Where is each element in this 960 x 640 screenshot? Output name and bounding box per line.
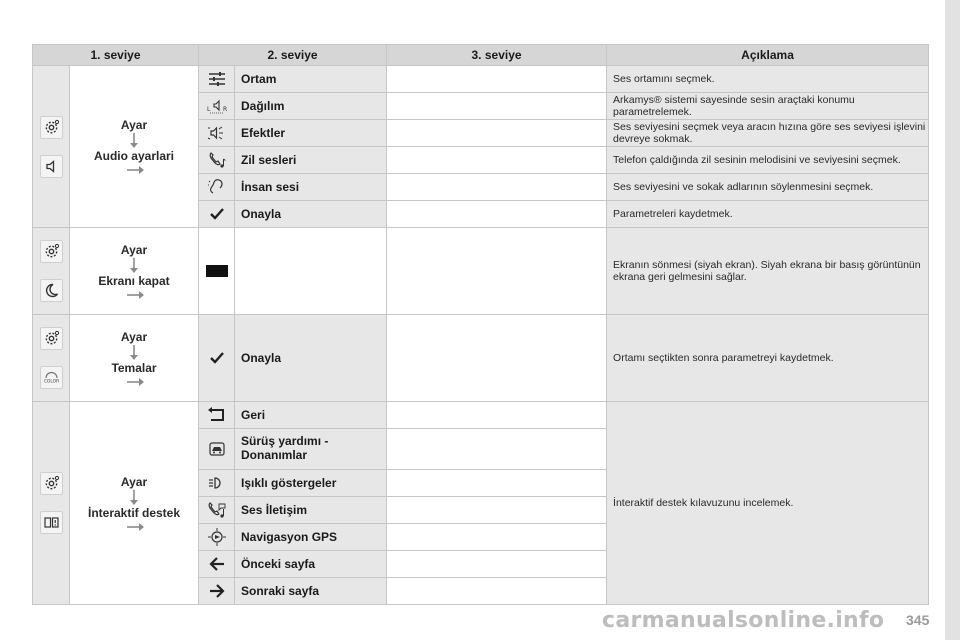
header-level1: 1. seviye: [33, 45, 199, 66]
page-edge-strip: [945, 0, 960, 640]
arrow-down-icon: [129, 258, 139, 274]
group-icons-screen-off: [33, 228, 70, 315]
description: Ses seviyesini ve sokak adlarının söylenmesini seçmek.: [607, 174, 929, 201]
table-row: [33, 402, 929, 429]
menu-item-zil-sesleri[interactable]: Zil sesleri: [235, 147, 387, 174]
menu-item-ses-iletisim[interactable]: Ses İletişim: [235, 497, 387, 524]
group-label-audio: [70, 66, 199, 228]
level3-empty: [387, 147, 607, 174]
voice-icon: [199, 174, 235, 201]
menu-item-isikli-gostergeler[interactable]: Işıklı göstergeler: [235, 470, 387, 497]
arrow-right-icon: [199, 578, 235, 605]
header-description: Açıklama: [607, 45, 929, 66]
arrow-left-icon: [199, 551, 235, 578]
description: Telefon çaldığında zil sesinin melodisini ve seviyesini seçmek.: [607, 147, 929, 174]
gps-icon: [199, 524, 235, 551]
speaker-icon: [40, 155, 63, 178]
menu-item-ortam[interactable]: Ortam: [235, 66, 387, 93]
indicator-light-icon: [199, 470, 235, 497]
arrow-down-icon: [129, 490, 139, 506]
color-icon-text: COLOR: [43, 379, 59, 385]
level1-label: Ayar: [120, 242, 148, 257]
level3-empty: [387, 470, 607, 497]
ringtone-icon: [199, 147, 235, 174]
menu-item-sonraki-sayfa[interactable]: Sonraki sayfa: [235, 578, 387, 605]
check-icon: [199, 201, 235, 228]
menu-item-onayla[interactable]: Onayla: [235, 201, 387, 228]
arrow-right-icon: [127, 377, 145, 387]
group-label-help: [70, 402, 199, 605]
level3-empty: [387, 578, 607, 605]
check-icon: [199, 315, 235, 402]
level2-empty: [235, 228, 387, 315]
menu-item-geri[interactable]: Geri: [235, 402, 387, 429]
group-label-screen-off: [70, 228, 199, 315]
gear-icon: [40, 472, 63, 495]
description: Ses ortamını seçmek.: [607, 66, 929, 93]
settings-table: [32, 44, 929, 605]
phone-note-icon: [199, 497, 235, 524]
menu-item-dagilim[interactable]: Dağılım: [235, 93, 387, 120]
level3-empty: [387, 120, 607, 147]
color-icon: [40, 366, 63, 389]
level3-empty: [387, 429, 607, 470]
level3-empty: [387, 315, 607, 402]
level3-empty: [387, 228, 607, 315]
menu-item-efektler[interactable]: Efektler: [235, 120, 387, 147]
level3-empty: [387, 551, 607, 578]
level1-sublabel: Temalar: [111, 360, 157, 375]
group-label-themes: [70, 315, 199, 402]
back-arrow-icon: [199, 402, 235, 429]
gear-icon: [40, 240, 63, 263]
arrow-down-icon: [129, 133, 139, 149]
arrow-right-icon: [127, 522, 145, 532]
description: Ortamı seçtikten sonra parametreyi kaydetmek.: [607, 315, 929, 402]
group-icons-help: [33, 402, 70, 605]
description: Ekranın sönmesi (siyah ekran). Siyah ekrana bir basış görüntünün ekrana geri gelmesini sağlar.: [607, 228, 929, 315]
svg-text:R: R: [222, 105, 227, 113]
watermark: carmanualsonline.info: [602, 608, 885, 633]
table-row: [33, 66, 929, 93]
group-icons-audio: [33, 66, 70, 228]
level3-empty: [387, 497, 607, 524]
menu-item-surus-yardimi[interactable]: Sürüş yardımı - Donanımlar: [235, 429, 387, 470]
table-row: [33, 315, 929, 402]
level3-empty: [387, 402, 607, 429]
menu-item-insan-sesi[interactable]: İnsan sesi: [235, 174, 387, 201]
level1-sublabel: Audio ayarlari: [93, 149, 175, 163]
level1-label: Ayar: [120, 329, 148, 344]
description: İnteraktif destek kılavuzunu incelemek.: [607, 402, 929, 605]
effects-icon: [199, 120, 235, 147]
level3-empty: [387, 201, 607, 228]
gear-icon: [40, 116, 63, 139]
menu-item-navigasyon-gps[interactable]: Navigasyon GPS: [235, 524, 387, 551]
page-number: 345: [906, 612, 930, 628]
table-row: [33, 228, 929, 315]
level1-label: Ayar: [120, 118, 148, 132]
description: Ses seviyesini seçmek veya aracın hızına göre ses seviyesi işlevini devreye sokmak.: [607, 120, 929, 147]
car-icon: [199, 429, 235, 470]
level3-empty: [387, 174, 607, 201]
description: Parametreleri kaydetmek.: [607, 201, 929, 228]
level1-sublabel: İnteraktif destek: [87, 505, 181, 520]
menu-item-onceki-sayfa[interactable]: Önceki sayfa: [235, 551, 387, 578]
svg-text:L: L: [206, 105, 210, 113]
description: Arkamys® sistemi sayesinde sesin araçtaki konumu parametrelemek.: [607, 93, 929, 120]
level3-empty: [387, 93, 607, 120]
group-icons-themes: [33, 315, 70, 402]
moon-icon: [40, 279, 63, 302]
menu-item-onayla[interactable]: Onayla: [235, 315, 387, 402]
black-screen-icon: [199, 228, 235, 315]
arrow-right-icon: [127, 165, 145, 175]
gear-icon: [40, 327, 63, 350]
equalizer-icon: [199, 66, 235, 93]
level1-label: Ayar: [120, 474, 148, 489]
distribution-icon: [199, 93, 235, 120]
level3-empty: [387, 524, 607, 551]
arrow-down-icon: [129, 345, 139, 361]
level3-empty: [387, 66, 607, 93]
header-level2: 2. seviye: [199, 45, 387, 66]
header-level3: 3. seviye: [387, 45, 607, 66]
book-icon: [40, 511, 63, 534]
level1-sublabel: Ekranı kapat: [98, 273, 170, 288]
table-header: [33, 45, 929, 66]
arrow-right-icon: [127, 290, 145, 300]
